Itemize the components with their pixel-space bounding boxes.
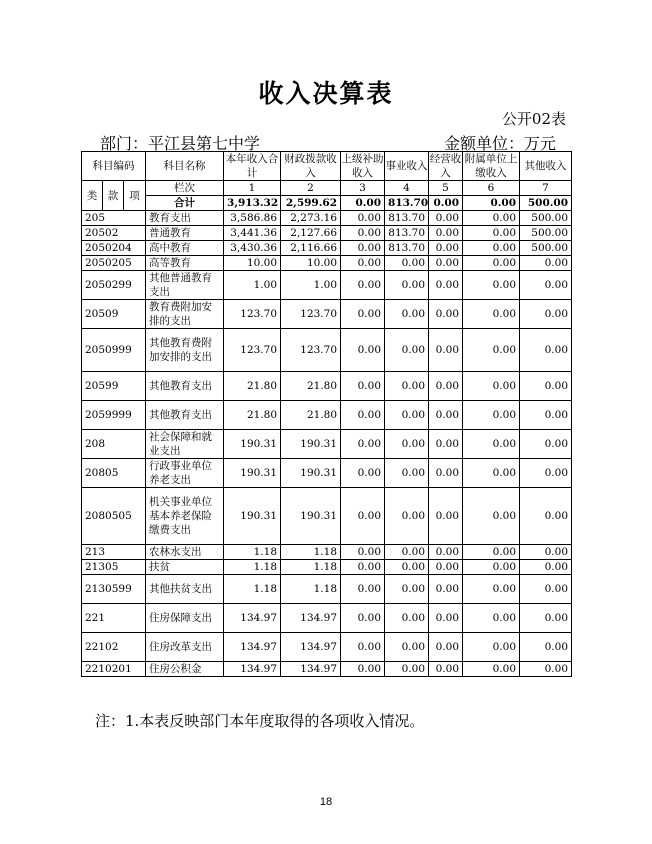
subject-code-cell: 2059999 xyxy=(82,401,146,430)
value-cell: 2,116.66 xyxy=(281,241,341,256)
value-cell: 0.00 xyxy=(429,430,463,459)
value-cell: 0.00 xyxy=(341,662,385,677)
value-cell: 500.00 xyxy=(520,241,572,256)
value-cell: 0.00 xyxy=(385,633,429,662)
value-cell: 0.00 xyxy=(385,372,429,401)
header-col-2: 财政拨款收入 xyxy=(281,152,341,181)
total-value: 2,599.62 xyxy=(281,196,341,211)
subject-name-cell: 高中教育 xyxy=(146,241,224,256)
subject-name-cell: 住房保障支出 xyxy=(146,604,224,633)
lanci-num: 7 xyxy=(520,181,572,196)
value-cell: 3,441.36 xyxy=(224,226,281,241)
table-row xyxy=(82,300,572,329)
total-value: 3,913.32 xyxy=(224,196,281,211)
subject-code-cell: 205 xyxy=(82,211,146,226)
total-value: 813.70 xyxy=(385,196,429,211)
table-row xyxy=(82,488,572,545)
value-cell: 0.00 xyxy=(520,401,572,430)
value-cell: 3,430.36 xyxy=(224,241,281,256)
value-cell: 0.00 xyxy=(463,545,520,560)
value-cell: 0.00 xyxy=(385,401,429,430)
table-row xyxy=(82,211,572,226)
value-cell: 0.00 xyxy=(520,430,572,459)
subject-code-cell: 21305 xyxy=(82,560,146,575)
subject-code-cell: 221 xyxy=(82,604,146,633)
value-cell: 0.00 xyxy=(341,560,385,575)
value-cell: 0.00 xyxy=(385,604,429,633)
value-cell: 0.00 xyxy=(520,662,572,677)
value-cell: 0.00 xyxy=(463,560,520,575)
value-cell: 0.00 xyxy=(463,604,520,633)
table-row xyxy=(82,329,572,372)
subject-code-cell: 208 xyxy=(82,430,146,459)
value-cell: 190.31 xyxy=(281,459,341,488)
subject-name-cell: 社会保障和就业支出 xyxy=(146,430,224,459)
form-code: 公开02表 xyxy=(501,110,566,128)
value-cell: 0.00 xyxy=(385,545,429,560)
subject-code-cell: 2130599 xyxy=(82,575,146,604)
value-cell: 21.80 xyxy=(224,372,281,401)
total-label: 合计 xyxy=(146,196,224,211)
value-cell: 0.00 xyxy=(463,241,520,256)
value-cell: 0.00 xyxy=(463,329,520,372)
header-col-1: 本年收入合计 xyxy=(224,152,281,181)
subject-code-cell: 2050205 xyxy=(82,256,146,271)
value-cell: 0.00 xyxy=(341,575,385,604)
value-cell: 0.00 xyxy=(463,633,520,662)
lanci-num: 4 xyxy=(385,181,429,196)
value-cell: 813.70 xyxy=(385,211,429,226)
value-cell: 500.00 xyxy=(520,226,572,241)
value-cell: 134.97 xyxy=(281,604,341,633)
subject-name-cell: 其他教育支出 xyxy=(146,372,224,401)
value-cell: 0.00 xyxy=(520,545,572,560)
value-cell: 0.00 xyxy=(463,226,520,241)
value-cell: 0.00 xyxy=(520,271,572,300)
value-cell: 813.70 xyxy=(385,226,429,241)
value-cell: 2,273.16 xyxy=(281,211,341,226)
value-cell: 0.00 xyxy=(341,488,385,545)
value-cell: 0.00 xyxy=(463,459,520,488)
subject-name-cell: 住房公积金 xyxy=(146,662,224,677)
value-cell: 0.00 xyxy=(429,575,463,604)
total-row xyxy=(82,196,572,211)
value-cell: 0.00 xyxy=(429,300,463,329)
total-value: 0.00 xyxy=(341,196,385,211)
header-col-7: 其他收入 xyxy=(520,152,572,181)
table-row xyxy=(82,560,572,575)
value-cell: 0.00 xyxy=(341,271,385,300)
value-cell: 123.70 xyxy=(281,300,341,329)
table-row xyxy=(82,372,572,401)
value-cell: 0.00 xyxy=(429,488,463,545)
value-cell: 1.18 xyxy=(224,575,281,604)
table-row xyxy=(82,459,572,488)
value-cell: 1.18 xyxy=(281,545,341,560)
value-cell: 0.00 xyxy=(520,633,572,662)
value-cell: 123.70 xyxy=(224,329,281,372)
value-cell: 0.00 xyxy=(429,662,463,677)
value-cell: 0.00 xyxy=(429,560,463,575)
table-row xyxy=(82,401,572,430)
subject-name-cell: 扶贫 xyxy=(146,560,224,575)
value-cell: 0.00 xyxy=(385,300,429,329)
value-cell: 2,127.66 xyxy=(281,226,341,241)
value-cell: 134.97 xyxy=(224,662,281,677)
subject-code-cell: 2080505 xyxy=(82,488,146,545)
value-cell: 3,586.86 xyxy=(224,211,281,226)
value-cell: 0.00 xyxy=(463,256,520,271)
value-cell: 0.00 xyxy=(341,604,385,633)
table-row xyxy=(82,604,572,633)
value-cell: 0.00 xyxy=(385,560,429,575)
value-cell: 0.00 xyxy=(520,560,572,575)
lanci-num: 1 xyxy=(224,181,281,196)
subject-code-cell: 20509 xyxy=(82,300,146,329)
value-cell: 0.00 xyxy=(385,459,429,488)
value-cell: 0.00 xyxy=(385,488,429,545)
value-cell: 0.00 xyxy=(341,329,385,372)
value-cell: 0.00 xyxy=(341,226,385,241)
value-cell: 0.00 xyxy=(341,545,385,560)
page-number: 18 xyxy=(319,796,333,808)
value-cell: 0.00 xyxy=(463,271,520,300)
value-cell: 0.00 xyxy=(463,300,520,329)
value-cell: 21.80 xyxy=(281,372,341,401)
department-label: 部门：平江县第七中学 xyxy=(100,134,261,153)
header-col-3: 上级补助收入 xyxy=(341,153,384,179)
table-row xyxy=(82,633,572,662)
lanci-row xyxy=(82,181,572,196)
value-cell: 0.00 xyxy=(520,604,572,633)
value-cell: 123.70 xyxy=(224,300,281,329)
value-cell: 0.00 xyxy=(385,329,429,372)
total-value: 0.00 xyxy=(429,196,463,211)
value-cell: 0.00 xyxy=(463,372,520,401)
subject-code-cell: 22102 xyxy=(82,633,146,662)
value-cell: 0.00 xyxy=(520,488,572,545)
subject-name-cell: 机关事业单位基本养老保险缴费支出 xyxy=(146,488,224,545)
value-cell: 0.00 xyxy=(385,256,429,271)
value-cell: 134.97 xyxy=(281,662,341,677)
header-lanci: 栏次 xyxy=(146,181,224,196)
lanci-num: 6 xyxy=(463,181,520,196)
subject-code-cell: 20599 xyxy=(82,372,146,401)
value-cell: 0.00 xyxy=(520,329,572,372)
value-cell: 1.18 xyxy=(281,560,341,575)
value-cell: 0.00 xyxy=(429,329,463,372)
subject-code-cell: 2050204 xyxy=(82,241,146,256)
value-cell: 0.00 xyxy=(341,256,385,271)
subject-name-cell: 高等教育 xyxy=(146,256,224,271)
lanci-num: 2 xyxy=(281,181,341,196)
total-value: 0.00 xyxy=(463,196,520,211)
subject-code-cell: 2050999 xyxy=(82,329,146,372)
lanci-num: 3 xyxy=(341,181,385,196)
value-cell: 813.70 xyxy=(385,241,429,256)
value-cell: 21.80 xyxy=(281,401,341,430)
value-cell: 1.18 xyxy=(224,545,281,560)
value-cell: 0.00 xyxy=(341,211,385,226)
table-row xyxy=(82,226,572,241)
footnote: 注：1.本表反映部门本年度取得的各项收入情况。 xyxy=(95,712,425,730)
subject-name-cell: 教育费附加安排的支出 xyxy=(146,300,224,329)
value-cell: 0.00 xyxy=(429,256,463,271)
subject-name-cell: 普通教育 xyxy=(146,226,224,241)
header-xiang: 项 xyxy=(124,181,146,211)
subject-code-cell: 213 xyxy=(82,545,146,560)
value-cell: 123.70 xyxy=(281,329,341,372)
value-cell: 0.00 xyxy=(341,300,385,329)
value-cell: 0.00 xyxy=(429,211,463,226)
value-cell: 0.00 xyxy=(463,662,520,677)
value-cell: 0.00 xyxy=(463,430,520,459)
value-cell: 1.00 xyxy=(281,271,341,300)
table-row xyxy=(82,430,572,459)
page-title: 收入决算表 xyxy=(258,79,394,108)
unit-label: 金额单位：万元 xyxy=(443,134,556,153)
value-cell: 190.31 xyxy=(281,488,341,545)
value-cell: 0.00 xyxy=(463,401,520,430)
header-col-6: 附属单位上缴收入 xyxy=(463,152,520,181)
subject-code-cell: 20805 xyxy=(82,459,146,488)
value-cell: 0.00 xyxy=(341,459,385,488)
subject-name-cell: 其他教育支出 xyxy=(146,401,224,430)
value-cell: 0.00 xyxy=(520,372,572,401)
lanci-num: 5 xyxy=(429,181,463,196)
value-cell: 0.00 xyxy=(385,271,429,300)
value-cell: 0.00 xyxy=(341,372,385,401)
table-row xyxy=(82,271,572,300)
value-cell: 0.00 xyxy=(429,459,463,488)
value-cell: 0.00 xyxy=(463,575,520,604)
subject-name-cell: 行政事业单位养老支出 xyxy=(146,459,224,488)
value-cell: 0.00 xyxy=(429,226,463,241)
subject-code-cell: 20502 xyxy=(82,226,146,241)
income-table xyxy=(81,151,572,677)
value-cell: 1.00 xyxy=(224,271,281,300)
value-cell: 134.97 xyxy=(224,633,281,662)
value-cell: 0.00 xyxy=(429,372,463,401)
value-cell: 0.00 xyxy=(385,430,429,459)
value-cell: 0.00 xyxy=(520,459,572,488)
header-col-5: 经营收入 xyxy=(429,153,462,179)
value-cell: 190.31 xyxy=(281,430,341,459)
value-cell: 0.00 xyxy=(463,211,520,226)
value-cell: 0.00 xyxy=(341,633,385,662)
subject-code-cell: 2050299 xyxy=(82,271,146,300)
subject-name-cell: 其他教育费附加安排的支出 xyxy=(146,329,224,372)
subject-code-cell: 2210201 xyxy=(82,662,146,677)
value-cell: 190.31 xyxy=(224,459,281,488)
value-cell: 0.00 xyxy=(520,256,572,271)
value-cell: 0.00 xyxy=(341,430,385,459)
value-cell: 0.00 xyxy=(429,271,463,300)
header-col-4: 事业收入 xyxy=(385,152,429,181)
value-cell: 0.00 xyxy=(429,545,463,560)
header-subject-code: 科目编码 xyxy=(82,152,146,181)
value-cell: 1.18 xyxy=(281,575,341,604)
header-kuan: 款 xyxy=(103,181,124,211)
value-cell: 0.00 xyxy=(385,662,429,677)
value-cell: 1.18 xyxy=(224,560,281,575)
value-cell: 0.00 xyxy=(341,241,385,256)
value-cell: 0.00 xyxy=(429,241,463,256)
value-cell: 134.97 xyxy=(224,604,281,633)
total-value: 500.00 xyxy=(520,196,572,211)
table-row xyxy=(82,545,572,560)
subject-name-cell: 教育支出 xyxy=(146,211,224,226)
value-cell: 190.31 xyxy=(224,430,281,459)
value-cell: 190.31 xyxy=(224,488,281,545)
value-cell: 134.97 xyxy=(281,633,341,662)
subject-name-cell: 其他普通教育支出 xyxy=(146,271,224,300)
table-row xyxy=(82,241,572,256)
value-cell: 0.00 xyxy=(429,633,463,662)
value-cell: 10.00 xyxy=(224,256,281,271)
value-cell: 0.00 xyxy=(520,300,572,329)
value-cell: 0.00 xyxy=(429,604,463,633)
value-cell: 21.80 xyxy=(224,401,281,430)
subject-name-cell: 其他扶贫支出 xyxy=(146,575,224,604)
table-row xyxy=(82,575,572,604)
value-cell: 0.00 xyxy=(385,575,429,604)
value-cell: 0.00 xyxy=(341,401,385,430)
subject-name-cell: 农林水支出 xyxy=(146,545,224,560)
value-cell: 10.00 xyxy=(281,256,341,271)
header-lei: 类 xyxy=(82,181,103,211)
value-cell: 0.00 xyxy=(463,488,520,545)
header-subject-name: 科目名称 xyxy=(146,152,224,181)
table-row xyxy=(82,662,572,677)
subject-name-cell: 住房改革支出 xyxy=(146,633,224,662)
value-cell: 0.00 xyxy=(520,575,572,604)
table-row xyxy=(82,256,572,271)
value-cell: 500.00 xyxy=(520,211,572,226)
value-cell: 0.00 xyxy=(429,401,463,430)
